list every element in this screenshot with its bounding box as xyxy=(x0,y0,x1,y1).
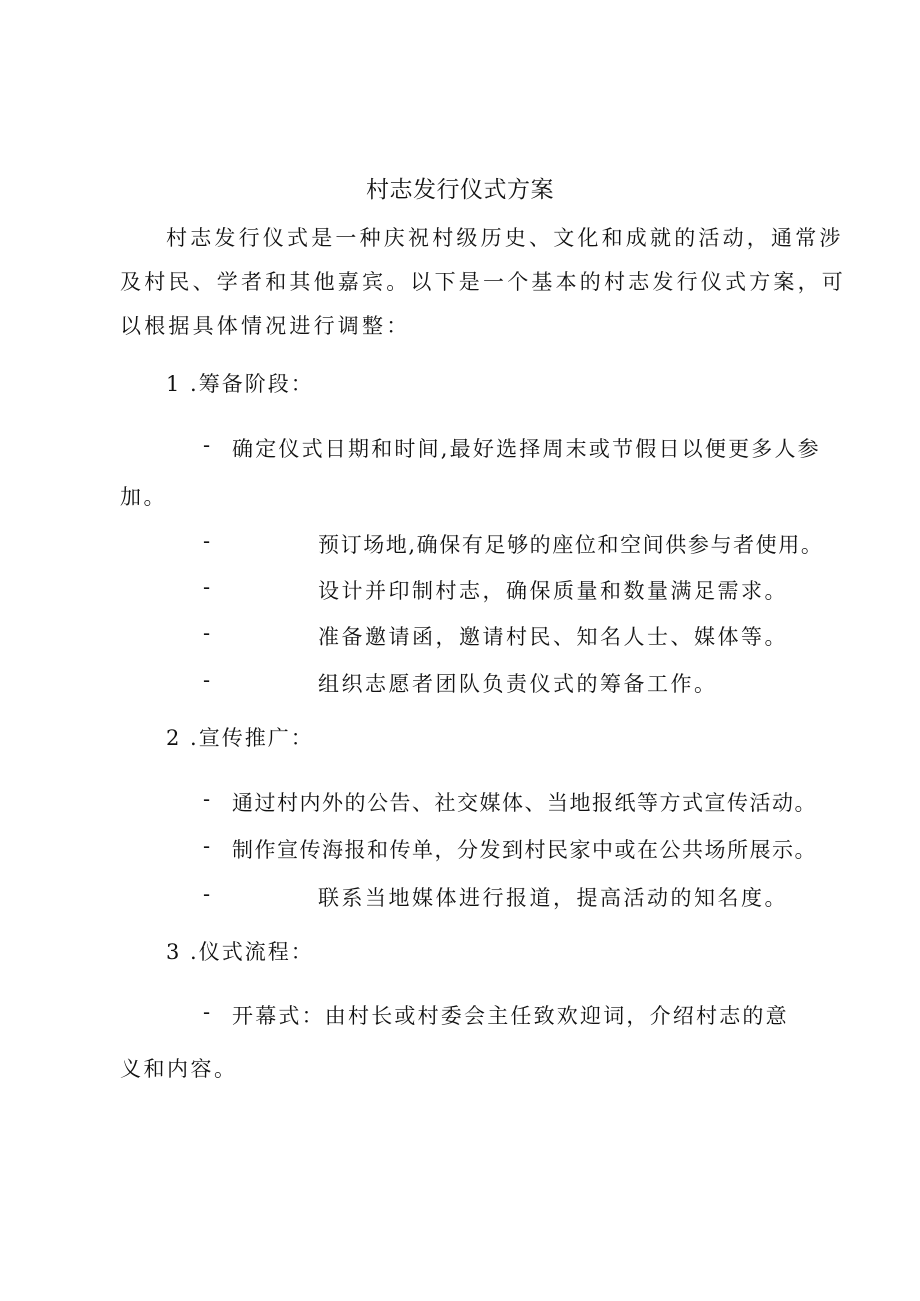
section-heading-2: 2 .宣传推广： xyxy=(166,726,314,750)
document-title: 村志发行仪式方案 xyxy=(366,177,554,203)
list-dash: - xyxy=(203,433,211,457)
list-item-text: 准备邀请函，邀请村民、知名人士、媒体等。 xyxy=(318,625,788,649)
list-dash: - xyxy=(203,668,211,692)
list-item-text: 制作宣传海报和传单，分发到村民家中或在公共场所展示。 xyxy=(232,838,817,862)
intro-line-1: 村志发行仪式是一种庆祝村级历史、文化和成就的活动，通常涉 xyxy=(166,226,844,250)
intro-line-3: 以根据具体情况进行调整： xyxy=(120,314,411,338)
list-item-text: 开幕式：由村长或村委会主任致欢迎词，介绍村志的意 xyxy=(232,1004,789,1028)
section-heading-1: 1 .筹备阶段： xyxy=(166,372,314,396)
list-dash: - xyxy=(203,882,211,906)
list-item-text: 预订场地,确保有足够的座位和空间供参与者使用。 xyxy=(318,533,824,557)
list-dash: - xyxy=(203,621,211,645)
list-item-text: 组织志愿者团队负责仪式的筹备工作。 xyxy=(318,672,718,696)
list-dash: - xyxy=(203,834,211,858)
list-item-text: 通过村内外的公告、社交媒体、当地报纸等方式宣传活动。 xyxy=(232,791,817,815)
list-dash: - xyxy=(203,529,211,553)
list-item-text: 联系当地媒体进行报道，提高活动的知名度。 xyxy=(318,886,788,910)
list-item-continuation: 加。 xyxy=(120,485,167,509)
list-item-continuation: 义和内容。 xyxy=(120,1057,238,1081)
list-dash: - xyxy=(203,1000,211,1024)
intro-line-2: 及村民、学者和其他嘉宾。以下是一个基本的村志发行仪式方案，可 xyxy=(120,270,846,294)
list-item-text: 确定仪式日期和时间,最好选择周末或节假日以便更多人参 xyxy=(232,437,821,461)
list-dash: - xyxy=(203,575,211,599)
list-item-text: 设计并印制村志，确保质量和数量满足需求。 xyxy=(318,579,788,603)
list-dash: - xyxy=(203,787,211,811)
section-heading-3: 3 .仪式流程： xyxy=(166,940,314,964)
